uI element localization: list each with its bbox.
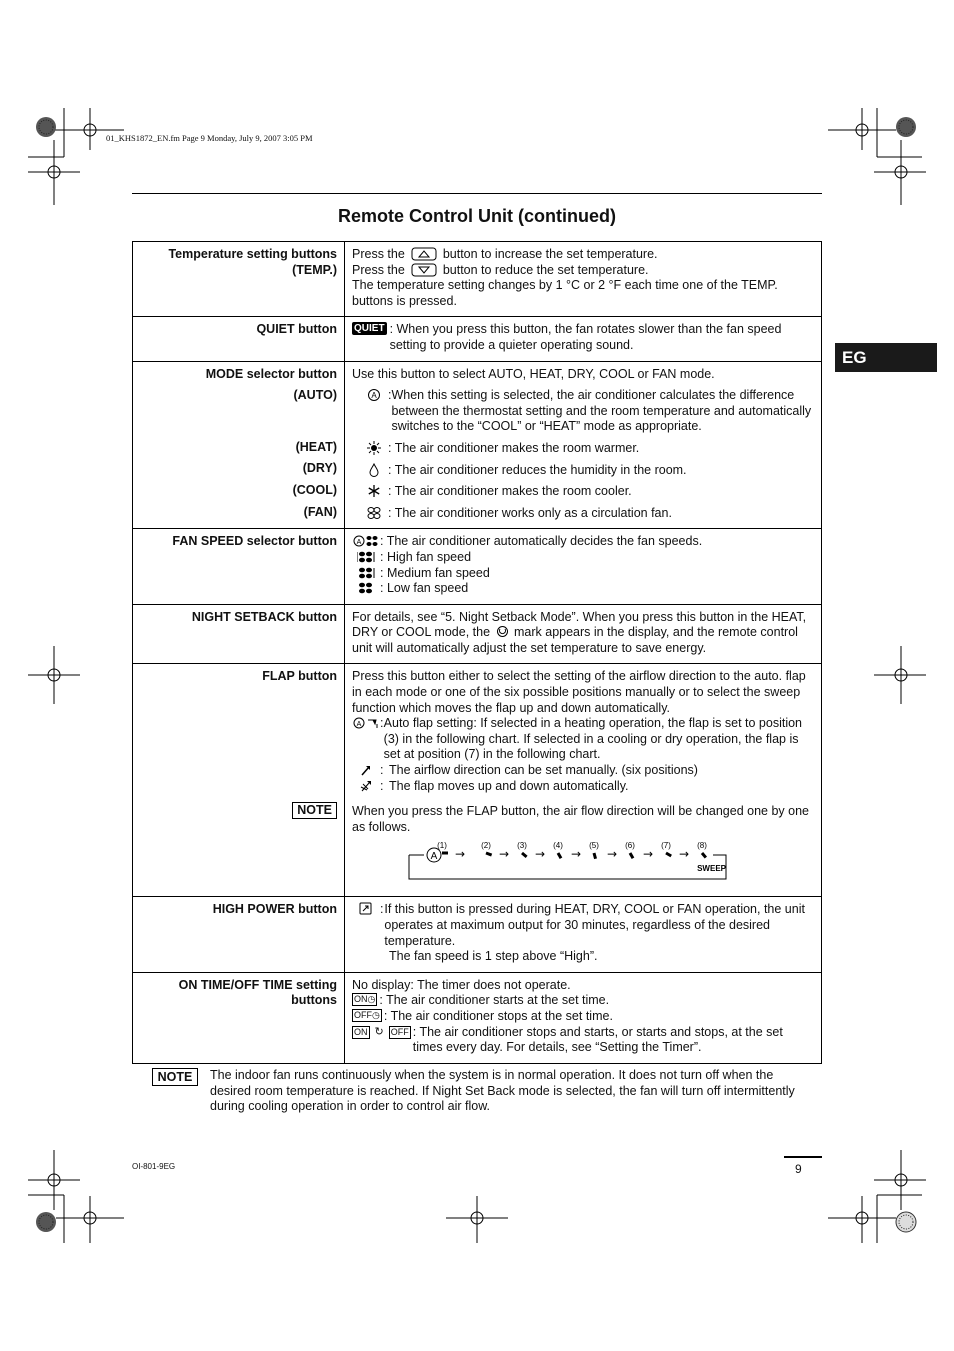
row-label: Temperature setting buttons (TEMP.) [133,242,345,317]
file-info: 01_KHS1872_EN.fm Page 9 Monday, July 9, 2007 3:05 PM [106,133,313,143]
auto-flap-icon [352,716,380,730]
table-row [133,972,822,1063]
sequence-arrow: → [606,847,618,862]
sequence-arrow: → [570,847,582,862]
flap-position-mark [666,853,671,856]
position-label: (7) [661,841,671,851]
note-label: NOTE [292,802,337,819]
table-row [133,604,822,664]
auto-mode-icon [352,388,388,402]
high-fan-icon [352,550,380,564]
svg-text:A: A [356,721,362,729]
flap-position-mark [486,853,492,855]
heat-mode-icon [352,441,388,455]
off-timer-icon: OFF ◷ [354,1009,380,1020]
row-description: Press the button to increase the set temperature. Press the button to reduce the set temperature. The temperature setting changes by 1 °C or 2 °F each time one of the TEMP. buttons is pressed. [345,242,822,317]
flap-position-mark [594,853,596,859]
note-text: The indoor fan runs continuously when the system is in normal operation. It does not turn off when the desired room temperature is reached. If Night Set Back mode is selected, the fan will turn off intermittently during cooling operation in order to control air flow. [210,1068,795,1114]
language-tab: EG [835,343,937,372]
row-label: QUIET button [133,317,345,361]
position-label: (3) [517,841,527,851]
page-number: 9 [795,1162,802,1176]
table-row [133,361,822,529]
quiet-icon: QUIET [354,323,385,335]
document-number: OI-801-9EG [132,1162,176,1171]
auto-symbol: A [430,851,438,863]
fan-mode-icon [352,506,388,520]
table-row [133,242,822,317]
dry-mode-icon [352,463,388,477]
position-label: (1) [437,841,447,851]
cool-mode-icon [352,484,388,498]
row-label: MODE selector button (AUTO) (HEAT) (DRY) (COOL) (FAN) [133,361,345,529]
table-row [133,317,822,361]
flap-position-mark [558,853,561,858]
sweep-flap-icon [352,779,380,793]
sequence-arrow: → [498,847,510,862]
page-title: Remote Control Unit (continued) [338,206,616,226]
table-row [133,897,822,972]
header-rule [132,193,822,194]
flap-sequence-diagram [408,841,814,887]
row-label: HIGH POWER button [133,897,345,972]
flap-position-mark [630,853,633,858]
svg-text:A: A [371,391,377,401]
position-label: (8) [697,841,707,851]
page-number-rule [784,1156,822,1158]
table-row [133,664,822,897]
high-power-icon [352,902,380,916]
position-label: (5) [589,841,599,851]
row-label: ON TIME/OFF TIME setting buttons [133,972,345,1063]
row-description: No display: The timer does not operate. ON ◷ : The air conditioner starts at the set time. OFF ◷ : The air conditioner stops at the set time. ON ↻ OFF : The air conditioner stops and starts, or starts and stops, at the set times every day. For details, see “Setting the Timer”. [345,972,822,1063]
sequence-arrow: → [642,847,654,862]
sequence-arrow: → [454,847,466,862]
row-description: A : The air conditioner automatically decides the fan speeds. : High fan speed : Medium fan speed : Low fan speed [345,529,822,604]
night-setback-icon [496,625,509,638]
row-label: FLAP button NOTE [133,664,345,897]
on-timer-icon: ON ◷ [354,994,376,1005]
row-description: Press this button either to select the setting of the airflow direction to the auto. flap in each mode or one of the six possible positions manually or to select the sweep function which moves the flap up and down automatically. A : Auto flap setting: If selected in a heating operation, the flap is set to position (3) in the following chart. If selected in a cooling or dry operation, the flap is set at position (7) in the following chart. : The airflow direction can be set manually. (six positions) : The flap moves up and down automatically. When you press the FLAP button, the air flow direction will be changed one by one as follows. A (1) → (2) → (3) → (4) → (5) → (6) → (7) → (8) SWEEP [345,664,822,897]
row-description: : If this button is pressed during HEAT, DRY, COOL or FAN operation, the unit operates at maximum output for 30 minutes, regardless of the desired temperature. The fan speed is 1 step above “High”. [345,897,822,972]
low-fan-icon [352,581,380,595]
row-label: NIGHT SETBACK button [133,604,345,664]
position-label: (2) [481,841,491,851]
on-off-repeat-timer-icon: ON ↻ OFF [354,1025,409,1038]
remote-control-table [132,241,822,1064]
sequence-arrow: → [678,847,690,862]
temp-up-icon [411,247,437,261]
sweep-label: SWEEP [697,864,726,874]
table-row [133,529,822,604]
medium-fan-icon [352,566,380,580]
flap-sequence [408,841,738,887]
row-description: Use this button to select AUTO, HEAT, DRY, COOL or FAN mode. A : When this setting is selected, the air conditioner calculates the difference between the thermostat setting and the room temperature and automatically switches to the “COOL” or “HEAT” mode as appropriate. : The air conditioner makes the room warmer. : The air conditioner reduces the humidity in the room. : The air conditioner makes the room cooler. : The air conditioner works only as a circulation fan. [345,361,822,529]
note-label: NOTE [152,1068,198,1086]
flap-position-mark [522,853,527,857]
row-description: QUIET : When you press this button, the fan rotates slower than the fan speed setting to provide a quieter operating sound. [345,317,822,361]
row-description: For details, see “5. Night Setback Mode”. When you press this button in the HEAT, DRY or COOL mode, the mark appears in the display, and the remote control unit will automatically adjust the set temperature to save energy. [345,604,822,664]
manual-flap-icon [352,763,380,777]
sequence-arrow: → [534,847,546,862]
svg-text:A: A [356,539,362,547]
row-label: FAN SPEED selector button [133,529,345,604]
auto-fan-icon [352,534,380,548]
flap-position-mark [702,853,706,858]
temp-down-icon [411,263,437,277]
position-label: (6) [625,841,635,851]
position-label: (4) [553,841,563,851]
